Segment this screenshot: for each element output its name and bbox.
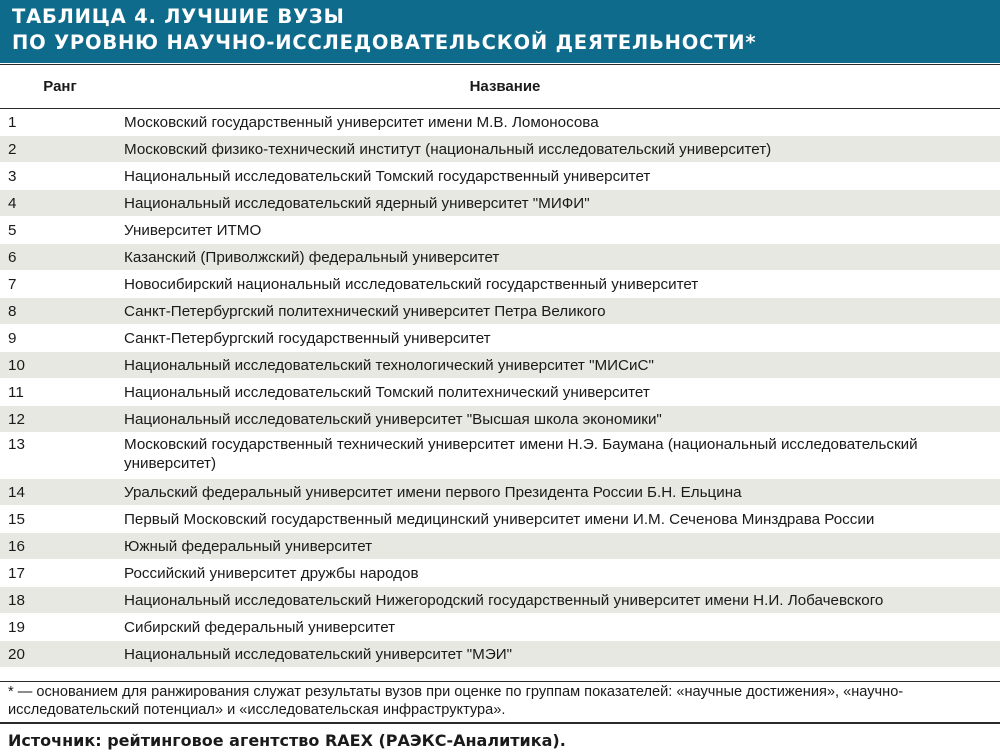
- table-title-line-2: ПО УРОВНЮ НАУЧНО-ИССЛЕДОВАТЕЛЬСКОЙ ДЕЯТЕЛЬНОСТИ*: [12, 31, 757, 54]
- table-row: [0, 560, 1000, 587]
- footnote-text: * — основанием для ранжирования служат результаты вузов при оценке по группам показателей: «научные достижения», «научно-исследовательский потенциал» и «исследовательская инфраструктура».: [8, 684, 904, 718]
- table-row: [0, 641, 1000, 668]
- rank-cell: 5: [8, 222, 17, 239]
- university-name-cell: Сибирский федеральный университет: [124, 619, 396, 636]
- university-name-cell: Южный федеральный университет: [124, 538, 373, 555]
- university-name-cell: Московский физико-технический институт (национальный исследовательский университет): [124, 141, 772, 158]
- footnote: [0, 681, 1000, 719]
- rank-cell: 7: [8, 276, 17, 293]
- rank-cell: 14: [8, 484, 25, 501]
- table-header: [0, 64, 1000, 109]
- table-row: [0, 506, 1000, 533]
- table-row: [0, 406, 1000, 433]
- table-row: [0, 587, 1000, 614]
- university-name-cell: Уральский федеральный университет имени первого Президента России Б.Н. Ельцина: [124, 484, 742, 501]
- table-row: [0, 109, 1000, 136]
- table-row: [0, 325, 1000, 352]
- table-row: [0, 433, 1000, 479]
- university-name-cell: Национальный исследовательский Нижегородский государственный университет имени Н.И. Лобачевского: [124, 592, 884, 609]
- rank-cell: 18: [8, 592, 25, 609]
- rank-cell: 13: [8, 436, 25, 453]
- table-row: [0, 298, 1000, 325]
- rank-cell: 4: [8, 195, 17, 212]
- table-row: [0, 614, 1000, 641]
- university-name-cell: Санкт-Петербургский государственный университет: [124, 330, 491, 347]
- university-name-cell: Национальный исследовательский Томский политехнический университет: [124, 384, 650, 401]
- table-row: [0, 379, 1000, 406]
- university-name-cell: Первый Московский государственный медицинский университет имени И.М. Сеченова Минздрава России: [124, 511, 875, 528]
- ranking-table: [0, 64, 1000, 668]
- university-name-cell: Казанский (Приволжский) федеральный университет: [124, 249, 500, 266]
- table-row: [0, 136, 1000, 163]
- table-row: [0, 244, 1000, 271]
- rank-cell: 16: [8, 538, 25, 555]
- table-row: [0, 190, 1000, 217]
- rank-cell: 1: [8, 114, 17, 131]
- table-title-line-1: ТАБЛИЦА 4. ЛУЧШИЕ ВУЗЫ: [12, 5, 345, 28]
- university-name-cell: Национальный исследовательский университет "Высшая школа экономики": [124, 411, 662, 428]
- table-row: [0, 352, 1000, 379]
- university-name-cell: Национальный исследовательский технологический университет "МИСиС": [124, 357, 654, 374]
- university-name-cell: Российский университет дружбы народов: [124, 565, 419, 582]
- university-name-cell: Университет ИТМО: [124, 222, 262, 239]
- university-name-cell: Национальный исследовательский университет "МЭИ": [124, 646, 513, 663]
- column-header-name: Название: [469, 78, 541, 95]
- table-row: [0, 217, 1000, 244]
- table-title-banner: [0, 0, 1000, 63]
- column-header-rank: Ранг: [43, 78, 77, 95]
- table-body: [0, 109, 1000, 668]
- rank-cell: 15: [8, 511, 25, 528]
- rank-cell: 11: [8, 384, 24, 401]
- university-name-cell: Санкт-Петербургский политехнический университет Петра Великого: [124, 303, 606, 320]
- rank-cell: 20: [8, 646, 25, 663]
- university-name-cell: Новосибирский национальный исследовательский государственный университет: [124, 276, 699, 293]
- table-row: [0, 533, 1000, 560]
- rank-cell: 17: [8, 565, 25, 582]
- rank-cell: 19: [8, 619, 25, 636]
- rank-cell: 2: [8, 141, 17, 158]
- university-name-cell: Московский государственный технический университет имени Н.Э. Баумана (национальный исследовательский университет): [124, 436, 918, 472]
- university-name-cell: Национальный исследовательский Томский государственный университет: [124, 168, 651, 185]
- rank-cell: 8: [8, 303, 17, 320]
- rank-cell: 10: [8, 357, 25, 374]
- source-line: Источник: рейтинговое агентство RAEX (РАЭКС-Аналитика).: [0, 722, 1000, 754]
- table-row: [0, 479, 1000, 506]
- university-name-cell: Московский государственный университет имени М.В. Ломоносова: [124, 114, 599, 131]
- rank-cell: 12: [8, 411, 25, 428]
- table-row: [0, 163, 1000, 190]
- rank-cell: 9: [8, 330, 17, 347]
- table-row: [0, 271, 1000, 298]
- rank-cell: 6: [8, 249, 17, 266]
- university-name-cell: Национальный исследовательский ядерный университет "МИФИ": [124, 195, 590, 212]
- rank-cell: 3: [8, 168, 17, 185]
